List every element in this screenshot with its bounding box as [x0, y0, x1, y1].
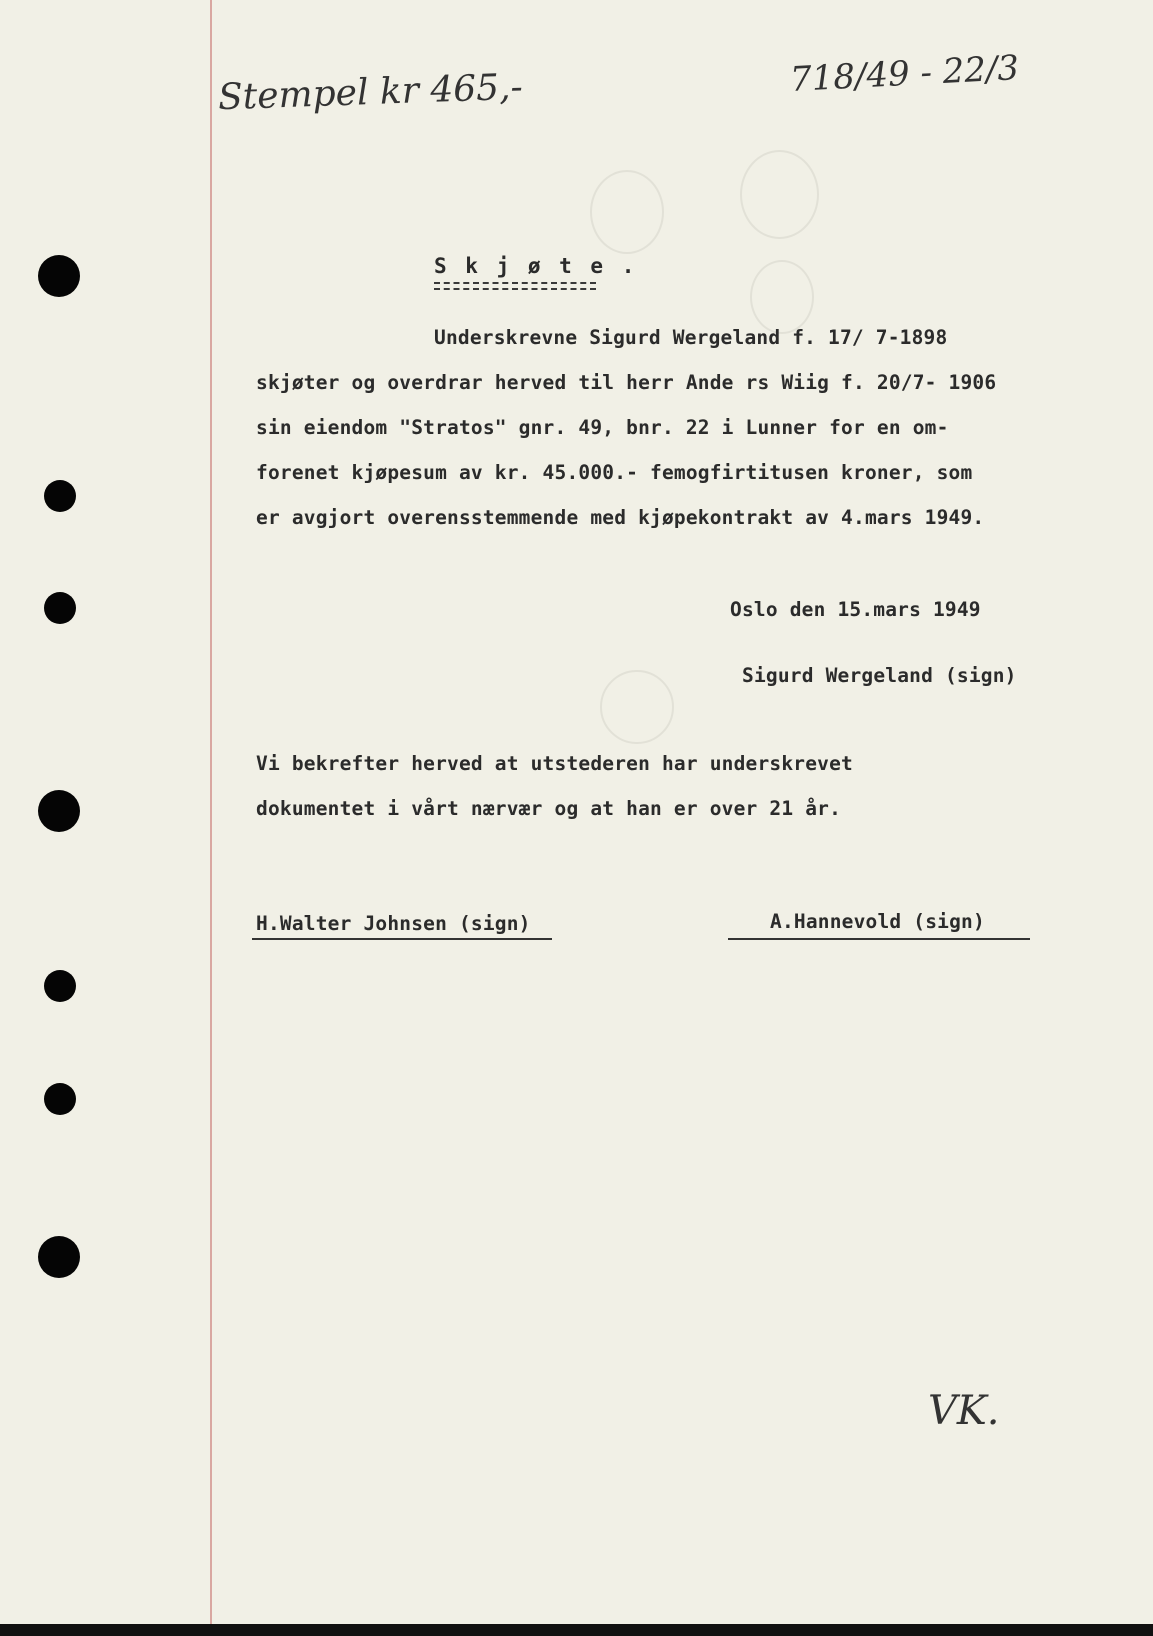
punch-hole-4: [38, 790, 80, 832]
punch-hole-2: [44, 480, 76, 512]
body-line-1: Underskrevne Sigurd Wergeland f. 17/ 7-1898: [434, 326, 948, 349]
punch-hole-5: [44, 970, 76, 1002]
body-line-3: sin eiendom "Stratos" gnr. 49, bnr. 22 i Lunner for en om-: [256, 416, 949, 439]
initials-handwritten: VK.: [928, 1388, 1000, 1434]
fee-note-handwritten: Stempel kr 465,-: [217, 66, 524, 119]
place-date: Oslo den 15.mars 1949: [730, 598, 981, 621]
punch-hole-3: [44, 592, 76, 624]
witness-2-line: [728, 938, 1030, 940]
seller-signature: Sigurd Wergeland (sign): [742, 664, 1017, 687]
bleed-through-mark: [590, 170, 664, 254]
punch-hole-6: [44, 1083, 76, 1115]
attestation-line-2: dokumentet i vårt nærvær og at han er over 21 år.: [256, 797, 842, 820]
punch-hole-7: [38, 1236, 80, 1278]
body-line-2: skjøter og overdrar herved til herr Ande rs Wiig f. 20/7- 1906: [256, 371, 997, 394]
witness-2-signature: A.Hannevold (sign): [770, 910, 985, 933]
attestation-line-1: Vi bekrefter herved at utstederen har underskrevet: [256, 752, 853, 775]
margin-rule: [210, 0, 212, 1628]
title-underline: [434, 282, 596, 290]
punch-hole-1: [38, 255, 80, 297]
document-title: S k j ø t e .: [434, 254, 638, 278]
witness-1-line: [252, 938, 552, 940]
scan-edge: [0, 1624, 1153, 1636]
bleed-through-mark: [740, 150, 819, 239]
reference-handwritten: 718/49 - 22/3: [789, 48, 1020, 100]
body-line-4: forenet kjøpesum av kr. 45.000.- femogfirtitusen kroner, som: [256, 461, 973, 484]
witness-1-signature: H.Walter Johnsen (sign): [256, 912, 531, 935]
bleed-through-mark: [750, 260, 814, 334]
bleed-through-mark: [600, 670, 674, 744]
body-line-5: er avgjort overensstemmende med kjøpekontrakt av 4.mars 1949.: [256, 506, 985, 529]
